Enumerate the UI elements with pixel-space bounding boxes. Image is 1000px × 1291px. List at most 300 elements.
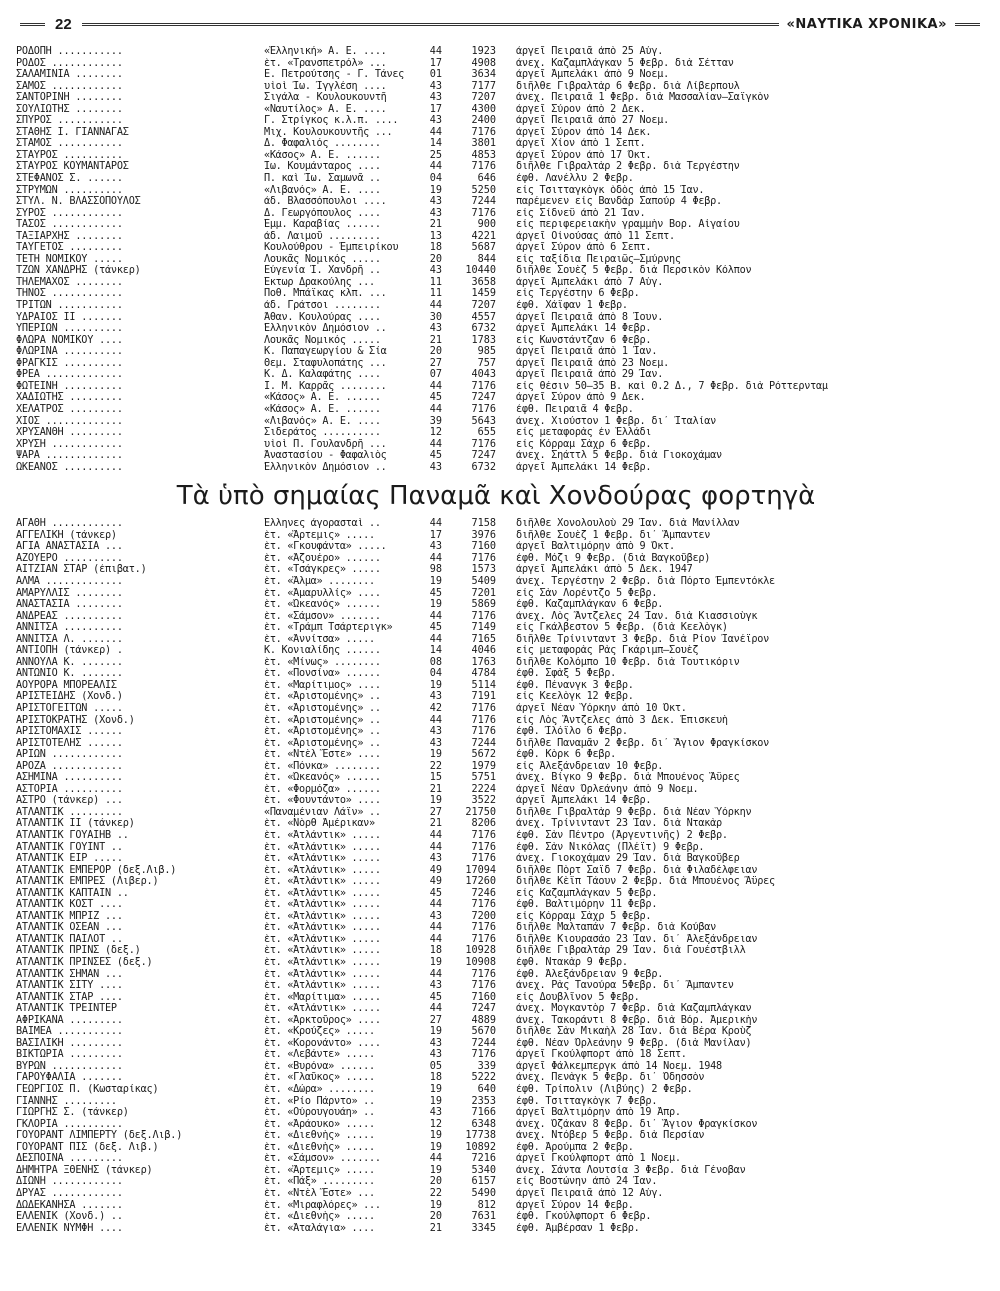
ship-row [16, 934, 976, 946]
ship-owner: ἑτ. «Πονσίνα» ...... [264, 668, 381, 680]
ship-row [16, 784, 976, 796]
ship-name: ΤΑΞΙΑΡΧΗΣ ........ [16, 230, 123, 242]
ship-row [16, 242, 976, 254]
ship-tonnage: 6348 [471, 1118, 496, 1130]
ship-tonnage: 7176 [471, 726, 496, 738]
ship-owner: ἑτ. «Ἀριστομένης» .. [264, 691, 381, 703]
ship-flag-code: 44 [429, 933, 442, 945]
ship-status: ἀνεχ. Πενὰγκ 5 Φεβρ. δι᾿ Ὀδησσὸν [516, 1072, 705, 1084]
ship-owner: ἑτ. «Ἀριστομένης» .. [264, 737, 381, 749]
ship-name: ΦΩΤΕΙΝΗ .......... [16, 380, 123, 392]
ship-owner: ἑτ. «Ὠκεανός» ...... [264, 772, 381, 784]
ship-row [16, 749, 976, 761]
ship-tonnage: 5869 [471, 599, 496, 611]
ship-tonnage: 7176 [471, 438, 496, 450]
ship-flag-code: 21 [429, 219, 442, 231]
ship-tonnage: 7247 [471, 392, 496, 404]
ship-owner: ἑτ. «Γλαῦκος» ..... [264, 1072, 375, 1084]
ship-status: ἀνεχ. Ὀζάκαν 8 Φεβρ. δι᾿ Ἅγιον Φραγκίσκον [516, 1118, 758, 1130]
ship-row [16, 58, 976, 70]
ship-owner: Ε. Πετρούτσης - Γ. Τάνες [264, 69, 405, 81]
ship-flag-code: 18 [429, 945, 442, 957]
ship-name: ΑΡΙΣΤΟΤΕΛΗΣ ...... [16, 737, 123, 749]
ship-name: ΧΡΥΣΗ ............ [16, 438, 123, 450]
ship-name: ΑΪΤΖΙΑΝ ΣΤΑΡ (ἐπιβατ.) [16, 564, 147, 576]
ship-name: ΑΝΝΙΤΣΑ .......... [16, 622, 123, 634]
ship-owner: «Κάσος» Α. Ε. ...... [264, 403, 381, 415]
ship-flag-code: 44 [429, 403, 442, 415]
ship-row [16, 853, 976, 865]
ship-row [16, 1003, 976, 1015]
ship-status: ἀργεῖ Πειραιᾶ ἀπὸ 8 Ἰουν. [516, 311, 664, 323]
ship-name: ΓΕΩΡΓΙΟΣ Π. (Κωσταρίκας) [16, 1084, 159, 1096]
ship-flag-code: 13 [429, 230, 442, 242]
ship-row [16, 772, 976, 784]
ship-tonnage: 10892 [465, 1141, 496, 1153]
ship-owner: «Παναμένιαν Λάϊν» .. [264, 806, 381, 818]
ship-status: ἀργεῖ Σύρον ἀπὸ 2 Δεκ. [516, 103, 646, 115]
ship-tonnage: 5670 [471, 1026, 496, 1038]
ship-owner: ἑτ. «Τσάγκρες» ..... [264, 564, 381, 576]
ship-name: ΣΤΑΥΡΟΣ ΚΟΥΜΑΝΤΑΡΟΣ [16, 161, 129, 173]
ship-owner: ἑτ. «Ἀτλάντικ» ..... [264, 899, 381, 911]
ship-status: ἐφθ. Μόζι 9 Φεβρ. (διὰ Βαγκοῦβερ) [516, 552, 711, 564]
ship-name: ΑΛΜΑ ............. [16, 575, 123, 587]
ship-owner: ἑτ. «Ἀτλάντικ» ..... [264, 945, 381, 957]
ship-row [16, 553, 976, 565]
ship-name: ΑΝΑΣΤΑΣΙΑ ........ [16, 599, 123, 611]
ship-tonnage: 4046 [471, 645, 496, 657]
ship-owner: Δ. Γεωργόπουλος .... [264, 207, 381, 219]
ship-flag-code: 44 [429, 300, 442, 312]
ship-status: ἐφθ. Βαλτιμόρην 11 Φεβρ. [516, 899, 658, 911]
ship-name: ΥΔΡΑΙΟΣ ΙΙ ....... [16, 311, 123, 323]
ship-status: ἀνεχ. Γιοκοχάμαν 29 Ἰαν. διὰ Βαγκοῦβερ [516, 853, 740, 865]
ship-status: ἀργεῖ Ἀμπελάκι 14 Φεβρ. [516, 795, 652, 807]
ship-name: ΑΤΛΑΝΤΙΚ ΤΡΕΪΝΤΕΡ [16, 1003, 117, 1015]
ship-tonnage: 7176 [471, 403, 496, 415]
ship-row [16, 219, 976, 231]
ship-name: ΑΓΑΘΗ ............ [16, 518, 123, 530]
ship-tonnage: 757 [477, 357, 496, 369]
ship-row [16, 530, 976, 542]
ship-status: ἀργεῖ Ἀμπελάκι 14 Φεβρ. [516, 461, 652, 473]
ship-row [16, 818, 976, 830]
ship-name: ΑΡΙΣΤΕΙΔΗΣ (Χονδ.) [16, 691, 123, 703]
ship-row [16, 81, 976, 93]
ship-owner: ἑτ. «Φουντάντο» .... [264, 795, 381, 807]
ship-row [16, 404, 976, 416]
ship-name: ΑΝΔΡΕΑΣ .......... [16, 610, 123, 622]
ship-status: διῆλθε Σουὲζ 1 Φεβρ. δι᾿ Ἄμπαντεν [516, 529, 711, 541]
section-title: Τὰ ὑπὸ σημαίας Παναμᾶ καὶ Χονδούρας φορτηγὰ [176, 481, 816, 512]
ship-owner: ἑτ. «Ἀτλάντικ» ..... [264, 841, 381, 853]
ship-row [16, 358, 976, 370]
ship-name: ΑΡΟΖΑ ............ [16, 760, 123, 772]
ship-status: εἰς Λὸς Ἄντζελες ἀπὸ 3 Δεκ. Ἐπισκευὴ [516, 714, 728, 726]
ship-name: ΑΤΛΑΝΤΙΚ ......... [16, 806, 123, 818]
ship-row [16, 1096, 976, 1108]
ship-owner: ἑτ. «Νὸρθ Ἀμέρικαν» [264, 818, 375, 830]
ship-tonnage: 985 [477, 346, 496, 358]
ship-row [16, 1142, 976, 1154]
ship-owner: Ἐμμ. Καραβίας ...... [264, 219, 381, 231]
ship-name: ΑΤΛΑΝΤΙΚ ΓΟΥΑΪΗΒ .. [16, 830, 129, 841]
ship-owner: ἑτ. «Ἀτλάντικ» ..... [264, 830, 381, 841]
ship-name: ΑΝΤΩΝΙΟ Κ. ....... [16, 668, 123, 680]
ship-row [16, 1223, 976, 1235]
ship-owner: ἑτ. «Σάμσον» ....... [264, 610, 381, 622]
ship-status: ἀργεῖ Φάλκεμπεργκ ἀπὸ 14 Νοεμ. 1948 [516, 1060, 722, 1072]
ship-name: ΦΛΩΡΑ ΝΟΜΙΚΟΥ .... [16, 334, 123, 346]
ship-row [16, 127, 976, 139]
ship-owner: «Κάσος» Α. Ε. ...... [264, 149, 381, 161]
ship-flag-code: 12 [429, 1118, 442, 1130]
ship-tonnage: 1783 [471, 334, 496, 346]
ship-name: ΣΤΑΘΗΣ Ι. ΓΙΑΝΝΑΓΑΣ [16, 126, 129, 138]
ship-flag-code: 45 [429, 887, 442, 899]
ship-flag-code: 45 [429, 622, 442, 634]
ship-flag-code: 27 [429, 806, 442, 818]
ship-flag-code: 44 [429, 633, 442, 645]
ship-status: εἰς Τεργέστην 6 Φεβρ. [516, 288, 640, 300]
ship-name: ΤΖΩΝ ΧΑΝΔΡΗΣ (τάνκερ) [16, 265, 141, 277]
ship-flag-code: 19 [429, 1164, 442, 1176]
ship-owner: ἑτ. «Μιραφλόρες» ... [264, 1199, 381, 1211]
ship-flag-code: 18 [429, 1072, 442, 1084]
ship-name: ΤΗΛΕΜΑΧΟΣ ........ [16, 276, 123, 288]
ship-owner: ἑτ. «Μαρίτιμα» ..... [264, 991, 381, 1003]
ship-flag-code: 30 [429, 311, 442, 323]
ship-row [16, 518, 976, 530]
ship-tonnage: 7176 [471, 161, 496, 173]
ship-row [16, 462, 976, 474]
ship-status: ἐφθ. Γκούλφπορτ 6 Φεβρ. [516, 1211, 652, 1223]
ship-flag-code: 18 [429, 242, 442, 254]
ship-name: ΣΤΕΦΑΝΟΣ Σ. ...... [16, 173, 123, 185]
ship-status: ἀργεῖ Ἀμπελάκι ἀπὸ 7 Αὐγ. [516, 276, 664, 288]
ship-name: ΑΣΤΟΡΙΑ .......... [16, 783, 123, 795]
ship-owner: Γ. Στρίγκος κ.λ.π. .... [264, 115, 399, 127]
ship-owner: ἑτ. «Βυρόνα» ...... [264, 1060, 375, 1072]
ship-status: εἰς μεταφορὰς ἐν Ἑλλάδι [516, 427, 652, 439]
ship-flag-code: 43 [429, 910, 442, 922]
ship-status: εἰς Καζαμπλάγκαν 5 Φεβρ. [516, 887, 658, 899]
ship-flag-code: 27 [429, 357, 442, 369]
ship-owner: ἑτ. «Ἄρτεμις» ..... [264, 1164, 375, 1176]
ship-row [16, 1084, 976, 1096]
ship-owner: ἑτ. «Ἀτλάντικ» ..... [264, 1003, 381, 1015]
ship-owner: ἑτ. «Γκουφάντα» ..... [264, 541, 387, 553]
ship-row [16, 1176, 976, 1188]
ship-tonnage: 1763 [471, 656, 496, 668]
ship-tonnage: 7201 [471, 587, 496, 599]
ship-status: ἀνεχ. Σάντα Λουτσία 3 Φεβρ. διὰ Γένοβαν [516, 1164, 746, 1176]
ship-status: ἀργεῖ Σύρον ἀπὸ 17 Ὀκτ. [516, 149, 652, 161]
ship-status: ἀνεχ. Χιούστον 1 Φεβρ. δι᾿ Ἰταλίαν [516, 415, 717, 427]
ship-flag-code: 43 [429, 461, 442, 473]
ship-owner: ἑτ. «Ἀννίτσα» ..... [264, 633, 375, 645]
ship-tonnage: 7160 [471, 541, 496, 553]
ship-status: εἰς Βοστώνην ἀπὸ 24 Ἰαν. [516, 1176, 658, 1188]
ship-flag-code: 15 [429, 772, 442, 784]
ship-flag-code: 43 [429, 92, 442, 104]
ship-status: ἀργεῖ Ἀμπελάκι 14 Φεβρ. [516, 323, 652, 335]
ship-row [16, 657, 976, 669]
ship-flag-code: 43 [429, 691, 442, 703]
ship-name: ΣΥΡΟΣ ............ [16, 207, 123, 219]
ship-tonnage: 7176 [471, 853, 496, 865]
ship-tonnage: 7176 [471, 980, 496, 992]
ship-status: ἐφθ. Νέαν Ὀρλεάνην 9 Φεβρ. (διὰ Μανίλαν) [516, 1037, 752, 1049]
ship-row [16, 980, 976, 992]
ship-status: ἀνεχ. Βίγκο 9 Φεβρ. διὰ Μπουένος Ἄϋρες [516, 772, 740, 784]
ship-name: ΤΑΫΓΕΤΟΣ ......... [16, 242, 123, 254]
ship-name: ΑΤΛΑΝΤΙΚ ΜΠΡΙΖ ... [16, 910, 123, 922]
ship-tonnage: 7176 [471, 841, 496, 853]
ship-name: ΔΩΔΕΚΑΝΗΣΑ ....... [16, 1199, 123, 1211]
ship-tonnage: 7631 [471, 1211, 496, 1223]
ship-owner: ἑτ. «Μίνως» ........ [264, 656, 381, 668]
ship-status: εἰς Τσιτταγκὸγκ ὁδὸς ἀπὸ 15 Ἰαν. [516, 184, 705, 196]
ship-status: ἐφθ. Τσιτταγκὸγκ 7 Φεβρ. [516, 1095, 658, 1107]
ship-name: ΑΤΛΑΝΤΙΚ ΕΜΠΕΡΟΡ (δεξ.Λιβ.) [16, 864, 177, 876]
ship-owner: ἑτ. «Ἀρκτοῦρος» .... [264, 1014, 381, 1026]
ship-owner: «Κάσος» Α. Ε. ...... [264, 392, 381, 404]
ship-name: ΡΟΔΟΣ ............ [16, 57, 123, 69]
ship-name: ΕΛΛΕΝΙΚ (Χονδ.) .. [16, 1211, 123, 1223]
ship-row [16, 830, 976, 842]
ship-status: ἐφθ. Ἰλόϊλο 6 Φεβρ. [516, 726, 628, 738]
ship-name: ΑΦΡΙΚΑΝΑ ......... [16, 1014, 123, 1026]
ship-flag-code: 27 [429, 1014, 442, 1026]
ship-flag-code: 21 [429, 1222, 442, 1234]
ship-row [16, 265, 976, 277]
ship-row [16, 992, 976, 1004]
ship-owner: ἑτ. «Ντὲλ Ἔστε» ... [264, 1187, 375, 1199]
ship-owner: Ἑλληνικὸν Δημόσιον .. [264, 461, 387, 473]
ship-status: ἐφθ. Ντακὰρ 9 Φεβρ. [516, 957, 628, 969]
ship-row [16, 1049, 976, 1061]
ship-owner: Ἕλληνες ἀγορασταὶ .. [264, 518, 381, 530]
ship-flag-code: 44 [429, 1003, 442, 1015]
ship-name: ΑΤΛΑΝΤΙΚ ΟΣΕΑΝ ... [16, 922, 123, 934]
ship-status: διῆλθε Γιβραλτὰρ 9 Φεβρ. διὰ Νέαν Ὑόρκην [516, 806, 752, 818]
ship-row [16, 945, 976, 957]
ship-flag-code: 44 [429, 46, 442, 57]
ship-tonnage: 7176 [471, 380, 496, 392]
ship-flag-code: 19 [429, 679, 442, 691]
ship-tonnage: 5687 [471, 242, 496, 254]
ship-owner: ἑτ. «Κρούζες» ..... [264, 1026, 375, 1038]
ship-flag-code: 43 [429, 541, 442, 553]
ship-name: ΤΕΤΗ ΝΟΜΙΚΟΥ ..... [16, 253, 123, 265]
ship-tonnage: 7216 [471, 1153, 496, 1165]
ship-name: ΣΤΑΜΟΣ ........... [16, 138, 123, 150]
ship-name: ΑΡΙΩΝ ............ [16, 749, 123, 761]
ship-tonnage: 1979 [471, 760, 496, 772]
ship-status: ἀνεχ. Τρίνινταντ 23 Ἰαν. διὰ Ντακὰρ [516, 818, 722, 830]
ship-name: ΦΛΩΡΙΝΑ .......... [16, 346, 123, 358]
ship-row [16, 611, 976, 623]
ship-name: ΔΕΣΠΟΙΝΑ ......... [16, 1153, 123, 1165]
ship-status: εἰς Σὰν Λορέντζο 5 Φεβρ. [516, 587, 658, 599]
ship-tonnage: 2224 [471, 783, 496, 795]
ship-row [16, 888, 976, 900]
ship-name: ΑΡΙΣΤΟΜΑΧΙΣ ...... [16, 726, 123, 738]
ship-name: ΑΤΛΑΝΤΙΚ ΙΙ (τάνκερ) [16, 818, 135, 830]
ship-owner: Ποθ. Μπάϊκας κλπ. ... [264, 288, 387, 300]
ship-row [16, 1061, 976, 1073]
ship-owner: Θεμ. Σταφυλοπάτης ... [264, 357, 387, 369]
ship-status: διῆλθε Χονολουλοὺ 29 Ἰαν. διὰ Μανίλλαν [516, 518, 740, 530]
ship-tonnage: 2353 [471, 1095, 496, 1107]
ship-owner: ἑτ. «Ἀριστομένης» .. [264, 702, 381, 714]
ship-name: ΓΟΥΟΡΑΝΤ ΠΙΣ (δεξ. Λιβ.) [16, 1141, 159, 1153]
ship-name: ΓΙΩΡΓΗΣ Σ. (τάνκερ) [16, 1107, 129, 1119]
ship-name: ΓΚΛΟΡΙΑ .......... [16, 1118, 123, 1130]
ship-owner: ἑτ. «Ἀτλάντικ» ..... [264, 887, 381, 899]
ship-tonnage: 21750 [465, 806, 496, 818]
ship-status: ἀργεῖ Σύρον ἀπὸ 6 Σεπτ. [516, 242, 652, 254]
ship-name: ΣΠΥΡΟΣ ........... [16, 115, 123, 127]
ship-status: ἀργεῖ Νέαν Ὀρλεάνην ἀπὸ 9 Νοεμ. [516, 783, 699, 795]
ship-flag-code: 44 [429, 552, 442, 564]
ship-flag-code: 19 [429, 184, 442, 196]
header-rule-middle [82, 23, 779, 26]
ship-owner: «Ἑλληνική» Α. Ε. .... [264, 46, 387, 57]
ship-name: ΑΓΙΑ ΑΝΑΣΤΑΣΙΑ ... [16, 541, 123, 553]
ship-flag-code: 07 [429, 369, 442, 381]
ship-owner: ἑτ. «Τρανσπετρόλ» ... [264, 57, 387, 69]
ship-status: ἀργεῖ Νέαν Ὑόρκην ἀπὸ 10 Ὀκτ. [516, 702, 687, 714]
ship-tonnage: 10908 [465, 957, 496, 969]
ship-tonnage: 4043 [471, 369, 496, 381]
ship-name: ΦΡΑΓΚΙΣ .......... [16, 357, 123, 369]
ship-name: ΑΓΓΕΛΙΚΗ (τάνκερ) [16, 529, 117, 541]
ship-row [16, 254, 976, 266]
ship-status: ἀργεῖ Πειραιᾶ ἀπὸ 12 Αὐγ. [516, 1187, 664, 1199]
ship-name: ΑΤΛΑΝΤΙΚ ΓΟΥΪΝΤ .. [16, 841, 123, 853]
ship-name: ΑΤΛΑΝΤΙΚ ΠΑΪΛΟΤ .. [16, 933, 123, 945]
ship-flag-code: 44 [429, 968, 442, 980]
ship-status: ἀργεῖ Σύρον ἀπὸ 9 Δεκ. [516, 392, 646, 404]
ship-flag-code: 43 [429, 853, 442, 865]
ship-row [16, 277, 976, 289]
ship-tonnage: 1923 [471, 46, 496, 57]
ship-tonnage: 7247 [471, 450, 496, 462]
ship-tonnage: 7149 [471, 622, 496, 634]
ship-tonnage: 4853 [471, 149, 496, 161]
ship-owner: ἑτ. «Ἀτλάντικ» ..... [264, 968, 381, 980]
ship-status: ἀργεῖ Ἀμπελάκι ἀπὸ 5 Δεκ. 1947 [516, 564, 693, 576]
ship-status: ἐφθ. Κὸρκ 6 Φεβρ. [516, 749, 617, 761]
ship-tonnage: 7207 [471, 300, 496, 312]
ship-status: διῆλθε Σὰν Μικαὴλ 28 Ἰαν. διὰ Βέρα Κροὺζ [516, 1026, 752, 1038]
ship-status: εἰς θέσιν 50—35 Β. καὶ 0.2 Δ., 7 Φεβρ. διὰ Ρόττερνταμ [516, 380, 828, 392]
ship-owner: Σιγάλα - Κουλουκουντῆ [264, 92, 387, 104]
ship-row [16, 576, 976, 588]
ship-status: ἀργεῖ Πειραιᾶ ἀπὸ 25 Αὐγ. [516, 46, 664, 57]
ship-name: ΤΗΝΟΣ ............ [16, 288, 123, 300]
ship-flag-code: 43 [429, 323, 442, 335]
ship-flag-code: 44 [429, 161, 442, 173]
ship-name: ΧΕΛΑΤΡΟΣ ......... [16, 403, 123, 415]
ship-flag-code: 43 [429, 115, 442, 127]
ship-name: ΧΑΔΙΩΤΗΣ ......... [16, 392, 123, 404]
ship-status: εἰς Δουβλῖνον 5 Φεβρ. [516, 991, 640, 1003]
ship-status: διῆλθε Σουὲζ 5 Φεβρ. διὰ Περσικὸν Κόλπον [516, 265, 752, 277]
ship-owner: ἑτ. «Ἀτλάντικ» ..... [264, 853, 381, 865]
ship-tonnage: 6732 [471, 461, 496, 473]
ship-row [16, 842, 976, 854]
ship-status: εἰς μεταφορὰς Ρὰς Γκάριμπ—Σουὲζ [516, 645, 699, 657]
ship-flag-code: 43 [429, 1049, 442, 1061]
ship-row [16, 1211, 976, 1223]
ship-flag-code: 44 [429, 610, 442, 622]
ship-name: ΑΤΛΑΝΤΙΚ ΠΡΙΝΣ (δεξ.) [16, 945, 141, 957]
ship-flag-code: 11 [429, 276, 442, 288]
ship-row [16, 439, 976, 451]
ship-tonnage: 7176 [471, 933, 496, 945]
ship-owner: ἀδ. Λαιμοῦ ......... [264, 230, 381, 242]
ship-status: ἀνεχ. Τακοράντι 8 Φεβρ. διὰ Βόρ. Ἀμερικὴν [516, 1014, 758, 1026]
ship-tonnage: 7176 [471, 830, 496, 841]
ship-owner: ἑτ. «Πάξ» ......... [264, 1176, 375, 1188]
ship-owner: «Λιβανός» Α. Ε. .... [264, 184, 381, 196]
ship-row [16, 427, 976, 439]
ship-status: εἰς Σίδνεϋ ἀπὸ 21 Ἰαν. [516, 207, 646, 219]
ship-tonnage: 7176 [471, 899, 496, 911]
ship-status: διῆλθε Κιουρασάο 23 Ἰαν. δι᾿ Ἀλεξάνδρειαν [516, 933, 758, 945]
ship-owner: ἑτ. «Οὐρουγουάη» .. [264, 1107, 375, 1119]
ship-owner: ἑτ. «Ἀζουέρο» ...... [264, 552, 381, 564]
ship-row [16, 1107, 976, 1119]
ship-tonnage: 7165 [471, 633, 496, 645]
ship-name: ΔΡΥΑΣ ............ [16, 1187, 123, 1199]
ship-tonnage: 844 [477, 253, 496, 265]
ship-status: ἀργεῖ Βαλτιμόρην ἀπὸ 9 Ὀκτ. [516, 541, 675, 553]
ship-status: ἀνεχ. Καζαμπλάγκαν 5 Φεβρ. διὰ Σέτταν [516, 57, 734, 69]
ship-tonnage: 1459 [471, 288, 496, 300]
ship-owner: ἑτ. «Ἀτλάντικ» ..... [264, 980, 381, 992]
ship-flag-code: 19 [429, 575, 442, 587]
ship-row [16, 761, 976, 773]
ship-owner: Ἀθαν. Κουλούρας .... [264, 311, 381, 323]
ship-flag-code: 44 [429, 714, 442, 726]
ship-flag-code: 20 [429, 346, 442, 358]
ship-status: ἀργεῖ Βαλτιμόρην ἀπὸ 19 Ἀπρ. [516, 1107, 681, 1119]
ship-name: ΑΤΛΑΝΤΙΚ ΣΤΑΡ .... [16, 991, 123, 1003]
ship-flag-code: 19 [429, 1199, 442, 1211]
ship-owner: ἑτ. «Ὠκεανός» ...... [264, 599, 381, 611]
greek-ships-list [16, 46, 976, 473]
ship-row [16, 161, 976, 173]
ship-row [16, 726, 976, 738]
ship-flag-code: 22 [429, 760, 442, 772]
ship-flag-code: 19 [429, 749, 442, 761]
ship-row [16, 738, 976, 750]
ship-row [16, 911, 976, 923]
ship-name: ΑΡΙΣΤΟΓΕΙΤΩΝ ..... [16, 702, 123, 714]
ship-name: ΑΝΤΙΟΠΗ (τάνκερ) . [16, 645, 123, 657]
ship-status: ἐφθ. Καζαμπλάγκαν 6 Φεβρ. [516, 599, 664, 611]
ship-name: ΒΥΡΩΝ ............ [16, 1060, 123, 1072]
ship-status: διῆλθε Τρίνινταντ 3 Φεβρ. διὰ Ρίον Ἰανέϊρον [516, 633, 769, 645]
ship-status: ἐφθ. Ἀλεξάνδρειαν 9 Φεβρ. [516, 968, 664, 980]
ship-name: ΓΟΥΟΡΑΝΤ ΛΙΜΠΕΡΤΥ (δεξ.Λιβ.) [16, 1130, 183, 1142]
ship-row [16, 564, 976, 576]
